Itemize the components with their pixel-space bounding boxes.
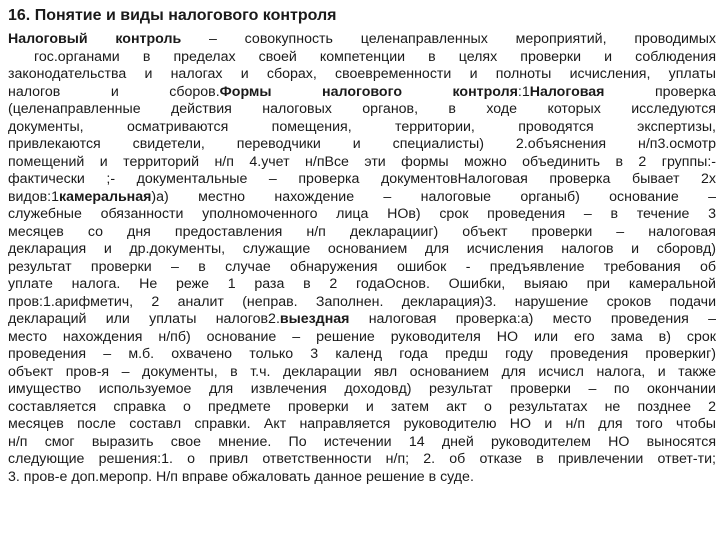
text-line [8,101,716,119]
text-run: пров:1.арифметич, 2 аналит (неправ. Заполнен. декларация)3. нарушение сроков подачи [8,293,716,310]
section-title: 16. Понятие и виды налогового контроля [8,7,337,24]
text-run: :1 [517,83,530,100]
text-run: – совокупность целенаправленных мероприятий, проводимых [181,31,716,47]
text-line [8,346,716,364]
text-run: проведения – м.б. охвачено только 3 календ года предш году проведения проверкиг) [8,346,716,362]
text-run: служебные обязанности уполномоченного лица НОв) срок проведения – в течение 3 [8,206,716,222]
text-line [8,136,716,154]
text-run: уплате налога. Не реже 1 раза в 2 годаОснов. Ошибки, выяаю при камеральной [8,276,716,292]
text-run: деклараций или уплаты налогов2. [8,311,280,327]
text-line [8,311,716,329]
text-run: проверка [604,83,716,100]
text-line [8,364,716,382]
text-run: фактически ;- документальные – проверка документовНалоговая проверка бывает 2х [8,171,716,187]
text-run: (целенаправленные действия налоговых органов, в ходе которых исследуются [8,101,716,117]
text-line [8,224,716,242]
text-run: объект пров-я – документы, в т.ч. декларации явл основанием для исчисл налога, и также [8,363,716,380]
text-run: привлекаются свидетели, переводчики и специалисты) 2.объяснения н/п3.осмотр [8,136,716,152]
text-run: н/п смог выразить свое мнение. По истечении 14 дней руководителем НО выносятся [8,433,716,450]
text-line [8,206,716,224]
text-line [8,469,716,487]
bold-term: камеральная [59,188,152,205]
bold-term: Формы налогового контроля [219,83,518,100]
text-line [8,276,716,294]
text-line [8,381,716,399]
text-line [8,241,716,259]
text-run: гос.органами в пределах своей компетенции в целях проверки и соблюдения [34,48,716,65]
text-line [8,451,716,469]
body-paragraph [8,31,716,486]
text-run: имущество используемое для извлечения доходовд) результат проверки – по окончании [8,381,716,397]
text-run: следующие решения:1. о привл ответственности н/п; 2. об отказе в привлечении ответ-ти; [8,451,716,467]
text-run: месяцев после составл справки. Акт направляется руководителю НО и н/п для того чтобы [8,416,716,432]
text-run: составляется справка о предмете проверки и затем акт о результатах не позднее 2 [8,398,716,415]
text-line [8,31,716,49]
text-run: 3. пров-е доп.меропр. Н/п вправе обжаловать данное решение в суде. [8,468,474,485]
text-line [8,434,716,452]
text-line [8,189,716,207]
text-run: результат проверки – в случае обнаружения ошибок - предъявление требования об [8,258,716,275]
text-run: )а) местно нахождение – налоговые органыб) основание – [151,188,716,205]
text-line [8,294,716,312]
bold-term: Налоговый контроль [8,31,182,47]
text-line [8,259,716,277]
text-run: помещений и территорий н/п 4.учет н/пВсе эти формы можно объединить в 2 группы:- [8,153,716,170]
bold-term: Налоговая [529,83,605,100]
text-run: законодательства и налогах и сборах, своевременности и полноты исчисления, уплаты [8,66,716,82]
text-run: видов:1 [8,188,60,205]
text-run: месяцев со дня предоставления н/п декларацииг) объект проверки – налоговая [8,223,716,240]
text-line [8,171,716,189]
text-run: налогов и сборов. [8,83,220,100]
text-run: место нахождения н/пб) основание – решение руководителя НО или его зама в) срок [8,328,716,345]
text-run: декларация и др.документы, служащие основанием для исчисления налогов и сборовд) [8,241,716,257]
text-line [8,329,716,347]
text-run: налоговая проверка:а) место проведения – [349,311,716,327]
text-line [8,399,716,417]
text-line [8,49,716,67]
text-line [8,119,716,137]
text-run: документы, осматриваются помещения, территории, проводятся экспертизы, [8,118,716,135]
text-line [8,66,716,84]
bold-term: выездная [279,311,350,327]
text-line [8,416,716,434]
text-line [8,154,716,172]
text-line [8,84,716,102]
